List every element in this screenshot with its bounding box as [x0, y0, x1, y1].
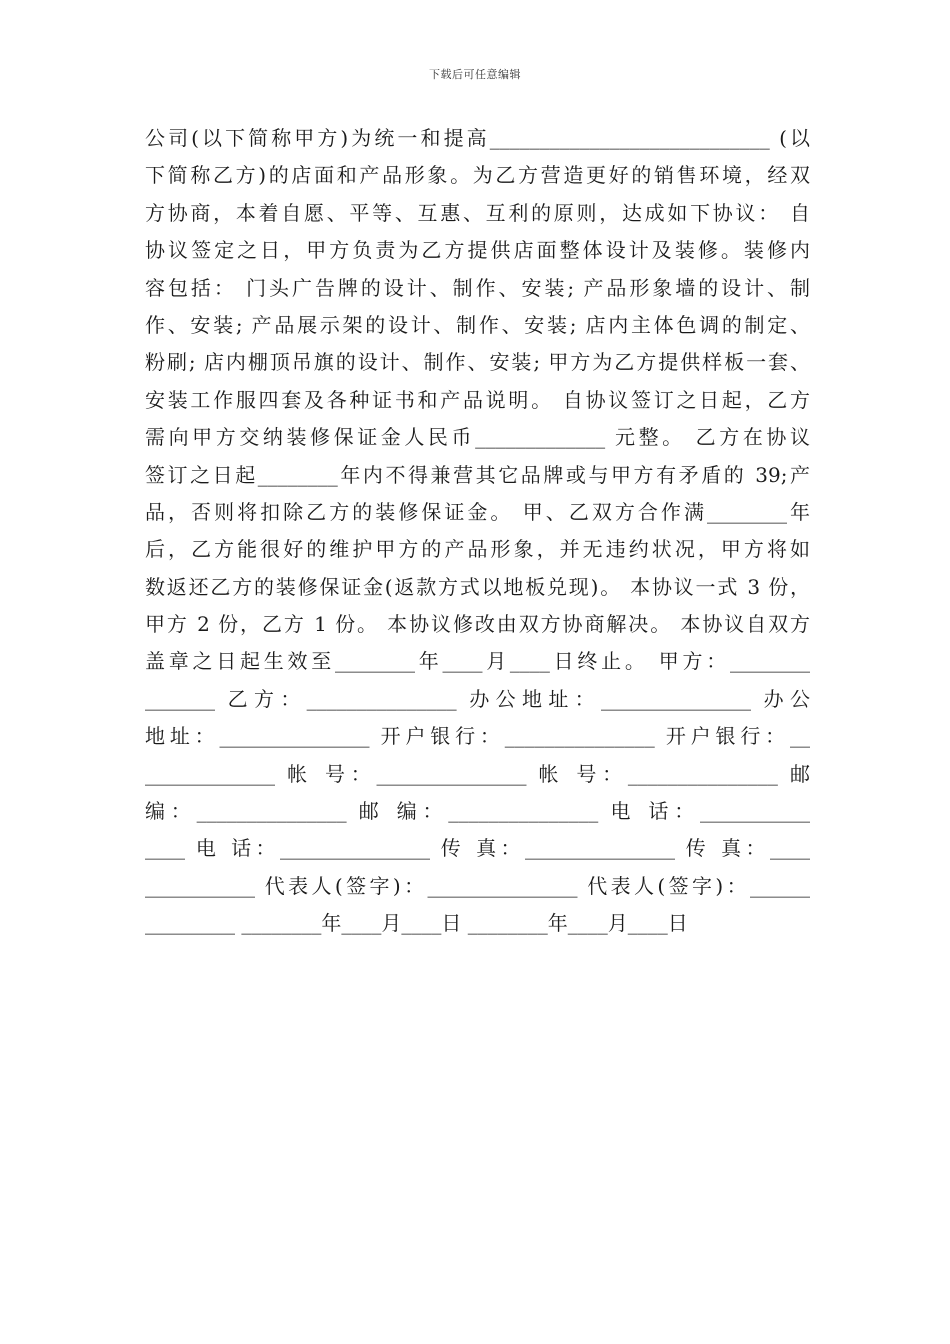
body-line: _____________ 帐 号：_______________ 帐 号：_______________ 邮: [145, 761, 810, 786]
body-line-last: _________ ________年____月____日 ________年____月____日: [145, 911, 688, 936]
body-line: 签订之日起________年内不得兼营其它品牌或与甲方有矛盾的 39;产: [145, 462, 810, 487]
body-line: 需向甲方交纳装修保证金人民币_____________ 元整。 乙方在协议: [145, 425, 810, 450]
body-line: ____ 电 话：_______________ 传 真：_______________ 传 真：____: [145, 836, 810, 861]
body-line: 安装工作服四套及各种证书和产品说明。 自协议签订之日起，乙方: [145, 387, 810, 412]
body-line: 编：_______________ 邮 编：_______________ 电 话：___________: [145, 799, 810, 824]
body-line: 公司(以下简称甲方)为统一和提高____________________________ (以: [145, 126, 810, 150]
contract-body: [145, 120, 810, 943]
page-header: 下载后可任意编辑: [429, 68, 521, 81]
body-line: 容包括： 门头广告牌的设计、制作、安装; 产品形象墙的设计、制: [145, 275, 810, 300]
body-line: ___________ 代表人(签字)：_______________ 代表人(签字)：______: [145, 873, 810, 898]
body-line: 粉刷; 店内棚顶吊旗的设计、制作、安装; 甲方为乙方提供样板一套、: [145, 350, 810, 375]
body-line: 协议签定之日，甲方负责为乙方提供店面整体设计及装修。装修内: [145, 238, 810, 263]
body-line: 地址：_______________ 开户银行：_______________ 开户银行：__: [145, 724, 810, 749]
body-line: 下简称乙方)的店面和产品形象。为乙方营造更好的销售环境，经双: [145, 163, 810, 188]
body-line: 数返还乙方的装修保证金(返款方式以地板兑现)。 本协议一式 3 份，: [145, 574, 810, 599]
body-line: 品，否则将扣除乙方的装修保证金。 甲、乙双方合作满________年: [145, 499, 810, 524]
body-line: 甲方 2 份，乙方 1 份。 本协议修改由双方协商解决。 本协议自双方: [145, 612, 810, 637]
body-line: 盖章之日起生效至________年____月____日终止。 甲方：________: [145, 649, 810, 674]
body-line: 方协商，本着自愿、平等、互惠、互利的原则，达成如下协议： 自: [145, 200, 810, 225]
body-line: 作、安装; 产品展示架的设计、制作、安装; 店内主体色调的制定、: [145, 312, 810, 337]
body-line: 后，乙方能很好的维护甲方的产品形象，并无违约状况，甲方将如: [145, 537, 810, 562]
body-line: _______ 乙方：_______________ 办公地址：_______________ 办公: [145, 686, 810, 711]
